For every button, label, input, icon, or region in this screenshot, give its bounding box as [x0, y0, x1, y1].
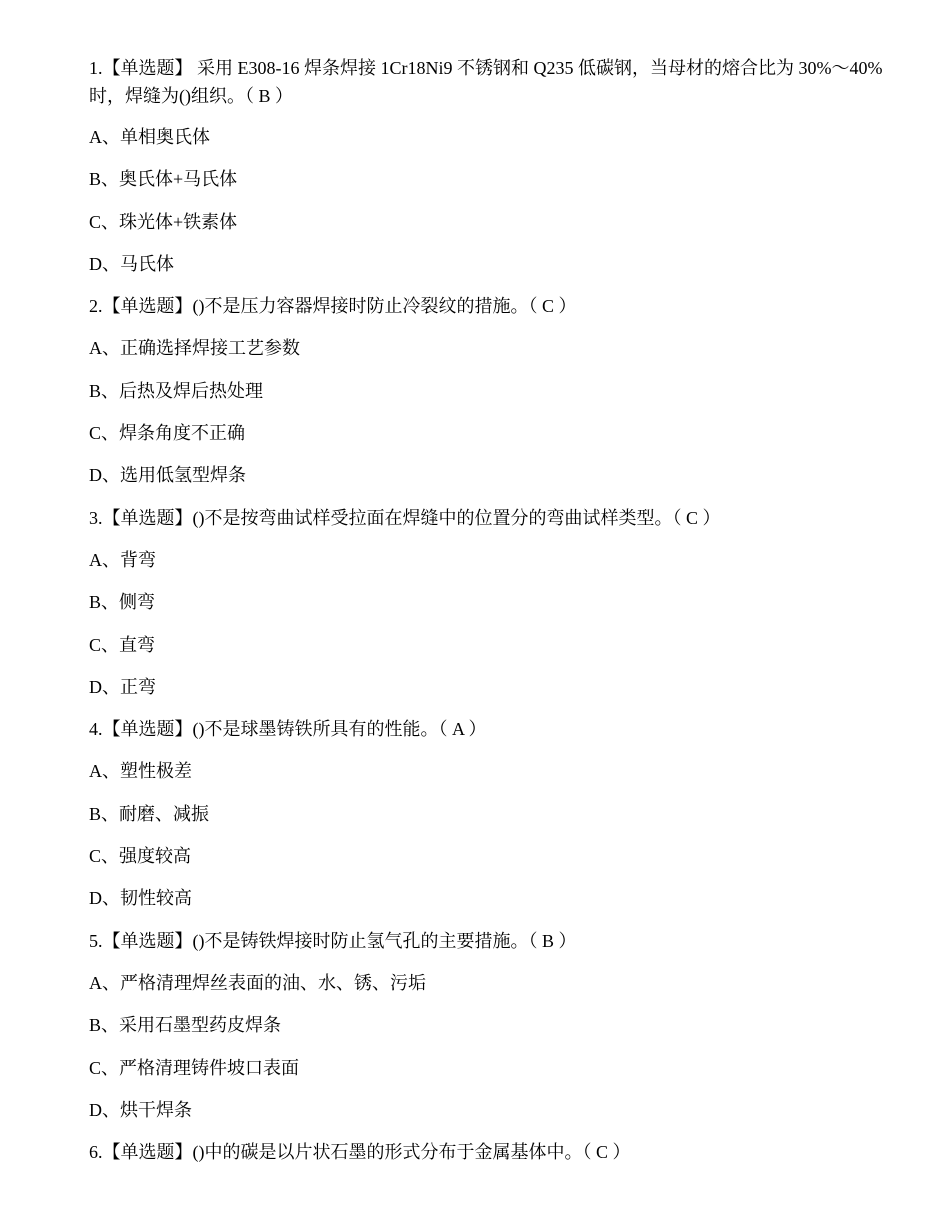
question-4: 4.【单选题】()不是球墨铸铁所具有的性能。（ A ）: [89, 719, 487, 740]
option-c: C、直弯: [89, 634, 156, 655]
option-d: D、韧性较高: [89, 888, 192, 909]
option-c: C、强度较高: [89, 846, 192, 867]
question-1: [89, 54, 909, 110]
option-c: C、珠光体+铁素体: [89, 211, 238, 232]
question-6: 6.【单选题】()中的碳是以片状石墨的形式分布于金属基体中。（ C ）: [89, 1142, 631, 1163]
option-a: A、严格清理焊丝表面的油、水、锈、污垢: [89, 972, 426, 993]
question-5: 5.【单选题】()不是铸铁焊接时防止氢气孔的主要措施。（ B ）: [89, 930, 577, 951]
question-2: 2.【单选题】()不是压力容器焊接时防止冷裂纹的措施。（ C ）: [89, 296, 577, 317]
option-a: A、正确选择焊接工艺参数: [89, 338, 300, 359]
option-d: D、马氏体: [89, 253, 174, 274]
question-3: 3.【单选题】()不是按弯曲试样受拉面在焊缝中的位置分的弯曲试样类型。（ C ）: [89, 507, 721, 528]
option-b: B、耐磨、减振: [89, 803, 210, 824]
option-b: B、后热及焊后热处理: [89, 380, 264, 401]
option-d: D、选用低氢型焊条: [89, 465, 246, 486]
exam-document: [89, 54, 909, 1181]
option-b: B、采用石墨型药皮焊条: [89, 1015, 282, 1036]
option-b: B、侧弯: [89, 592, 156, 613]
option-a: A、背弯: [89, 549, 156, 570]
option-a: A、塑性极差: [89, 761, 192, 782]
question-text: 1.【单选题】 采用 E308-16 焊条焊接 1Cr18Ni9 不锈钢和 Q235 低碳钢，当母材的熔合比为 30%～40%时，焊缝为()组织。（ B ）: [89, 58, 883, 106]
option-c: C、严格清理铸件坡口表面: [89, 1057, 300, 1078]
option-d: D、正弯: [89, 676, 156, 697]
option-a: A、单相奥氏体: [89, 127, 210, 147]
option-d: D、烘干焊条: [89, 1099, 192, 1120]
option-c: C、焊条角度不正确: [89, 423, 246, 444]
option-b: B、奥氏体+马氏体: [89, 169, 238, 190]
